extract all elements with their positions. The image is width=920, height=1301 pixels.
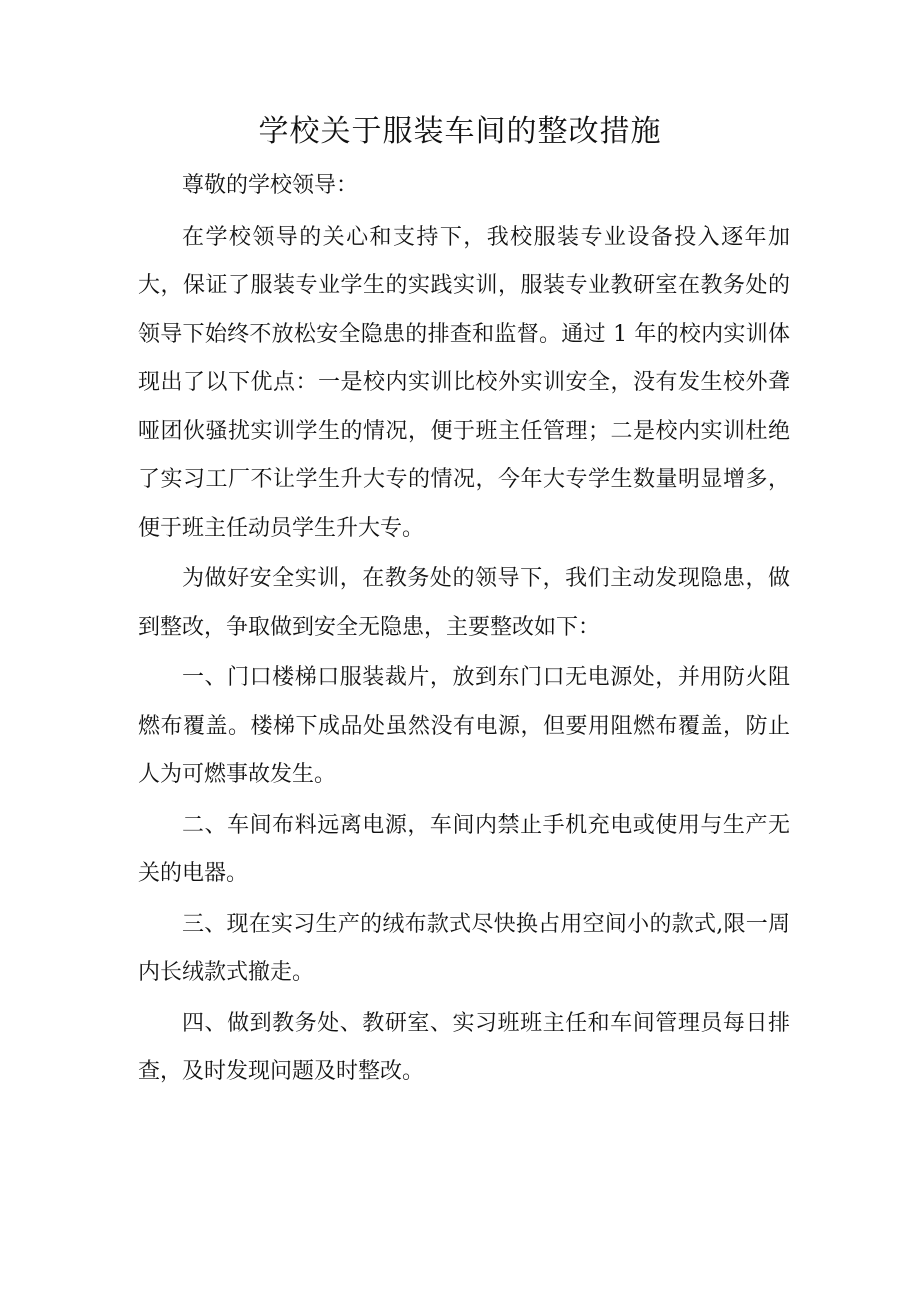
paragraph-measure-3: 三、现在实习生产的绒布款式尽快换占用空间小的款式,限一周内长绒款式撤走。 (138, 911, 790, 985)
paragraph-measure-1: 一、门口楼梯口服装裁片，放到东门口无电源处，并用防火阻燃布覆盖。楼梯下成品处虽然没有电源，但要用阻燃布覆盖，防止人为可燃事故发生。 (138, 665, 790, 787)
paragraph-measure-2: 二、车间布料远离电源，车间内禁止手机充电或使用与生产无关的电器。 (138, 812, 790, 886)
document-title: 学校关于服装车间的整改措施 (258, 114, 662, 149)
paragraph-purpose: 为做好安全实训，在教务处的领导下，我们主动发现隐患，做到整改，争取做到安全无隐患，主要整改如下： (138, 566, 790, 640)
salutation: 尊敬的学校领导： (182, 173, 359, 198)
paragraph-intro: 在学校领导的关心和支持下，我校服装专业设备投入逐年加大，保证了服装专业学生的实践实训，服装专业教研室在教务处的领导下始终不放松安全隐患的排查和监督。通过 1 年的校内实训体现出了以下优点：一是校内实训比校外实训安全，没有发生校外聋哑团伙骚扰实训学生的情况，便于班主任管理；二是校内实训杜绝了实习工厂不让学生升大专的情况，今年大专学生数量明显增多，便于班主任动员学生升大专。 (138, 224, 790, 541)
document-body (138, 162, 790, 1099)
paragraph-measure-4: 四、做到教务处、教研室、实习班班主任和车间管理员每日排查，及时发现问题及时整改。 (138, 1010, 790, 1084)
